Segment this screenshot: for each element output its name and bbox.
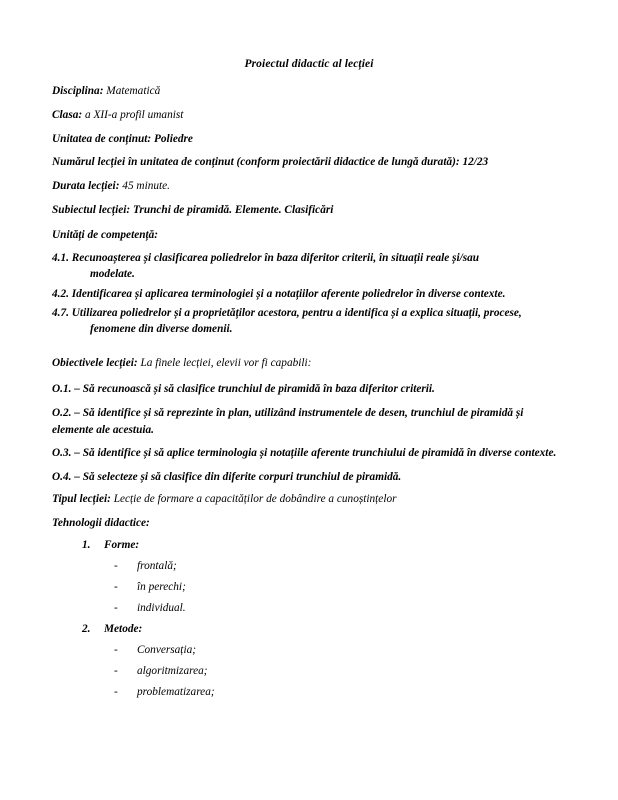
list-item <box>52 686 566 698</box>
field-tipul-value: Lecție de formare a capacităților de dobândire a cunoștințelor <box>113 493 397 506</box>
competence-item-continuation: modelate. <box>90 268 135 281</box>
spacer <box>52 341 566 357</box>
list-item <box>52 560 566 572</box>
dash-bullet: - <box>114 581 118 594</box>
competence-item <box>52 305 566 338</box>
competences-heading: Unități de competență: <box>52 228 159 241</box>
competence-item-text: 4.2. Identificarea și aplicarea terminologiei și a notațiilor aferente poliedrelor în diverse contexte. <box>52 287 506 300</box>
list-item <box>52 665 566 677</box>
field-durata-label: Durata lecției: <box>52 180 120 193</box>
list-item-label: algoritmizarea; <box>137 665 208 678</box>
field-numarul-lectiei <box>52 157 566 168</box>
list-item <box>52 644 566 656</box>
objective-item: O.1. – Să recunoască și să clasifice trunchiul de piramidă în baza diferitor criterii. <box>52 382 435 395</box>
list-number: 2. <box>82 623 91 636</box>
field-numarul-value: 12/23 <box>462 156 489 169</box>
dash-bullet: - <box>114 602 118 615</box>
field-clasa <box>52 110 566 121</box>
field-disciplina-value: Matematică <box>106 85 161 97</box>
field-numarul-label: Numărul lecției în unitatea de conținut (conform proiectării didactice de lungă durată): <box>52 156 460 169</box>
technologies-heading: Tehnologii didactice: <box>52 517 150 530</box>
dash-bullet: - <box>114 560 118 573</box>
list-item-label: Conversația; <box>137 644 196 657</box>
technologies-group-forme <box>52 539 566 551</box>
field-subiectul-value: Trunchi de piramidă. Elemente. Clasificări <box>132 203 334 216</box>
field-clasa-label: Clasa: <box>52 108 83 121</box>
field-tipul-label: Tipul lecției: <box>52 493 111 506</box>
dash-bullet: - <box>114 665 118 678</box>
field-subiectul-lectiei <box>52 205 566 216</box>
field-subiectul-label: Subiectul lecției: <box>52 203 131 216</box>
field-unitatea-label: Unitatea de conținut: <box>52 132 152 145</box>
field-durata-lectiei <box>52 181 566 192</box>
group-label: Metode: <box>104 623 143 636</box>
competence-item-continuation: fenomene din diverse domenii. <box>90 323 233 336</box>
objective-item: O.3. – Să identifice și să aplice terminologia și notațiile aferente trunchiului de piramidă în diverse contexte. <box>52 447 557 460</box>
objectives-intro: La finele lecției, elevii vor fi capabili: <box>140 356 312 369</box>
dash-bullet: - <box>114 644 118 657</box>
objective-item: O.4. – Să selecteze și să clasifice din diferite corpuri trunchiul de piramidă. <box>52 471 402 484</box>
dash-bullet: - <box>114 686 118 699</box>
list-item-label: frontală; <box>137 560 177 573</box>
field-durata-value: 45 minute. <box>122 180 170 193</box>
competence-item-text: 4.7. Utilizarea poliedrelor și a proprietăților acestora, pentru a identifica și a explica situații, procese, <box>52 306 522 319</box>
list-number: 1. <box>82 539 91 552</box>
page-title: Proiectul didactic al lecției <box>244 58 374 70</box>
objectives-label: Obiectivele lecției: <box>52 356 138 369</box>
list-item <box>52 581 566 593</box>
competence-item <box>52 286 566 302</box>
field-unitatea-de-continut <box>52 134 566 145</box>
list-item-label: individual. <box>137 602 186 615</box>
field-disciplina <box>52 86 566 97</box>
objective-item: O.2. – Să identifice și să reprezinte în plan, utilizând instrumentele de desen, trunchiul de piramidă și elemente ale acestuia. <box>52 406 524 436</box>
field-clasa-value: a XII-a profil umanist <box>84 108 184 121</box>
competence-item <box>52 250 566 283</box>
objectives-heading <box>52 357 566 369</box>
field-unitatea-value: Poliedre <box>154 132 193 145</box>
list-item-label: problematizarea; <box>137 686 215 699</box>
list-item <box>52 602 566 614</box>
group-label: Forme: <box>104 539 140 552</box>
field-disciplina-label: Disciplina: <box>52 85 104 97</box>
competence-item-text: 4.1. Recunoașterea și clasificarea poliedrelor în baza diferitor criterii, în situații reale și/sau <box>52 251 480 264</box>
field-tipul-lectiei <box>52 493 566 505</box>
list-item-label: în perechi; <box>137 581 186 594</box>
technologies-group-metode <box>52 623 566 635</box>
